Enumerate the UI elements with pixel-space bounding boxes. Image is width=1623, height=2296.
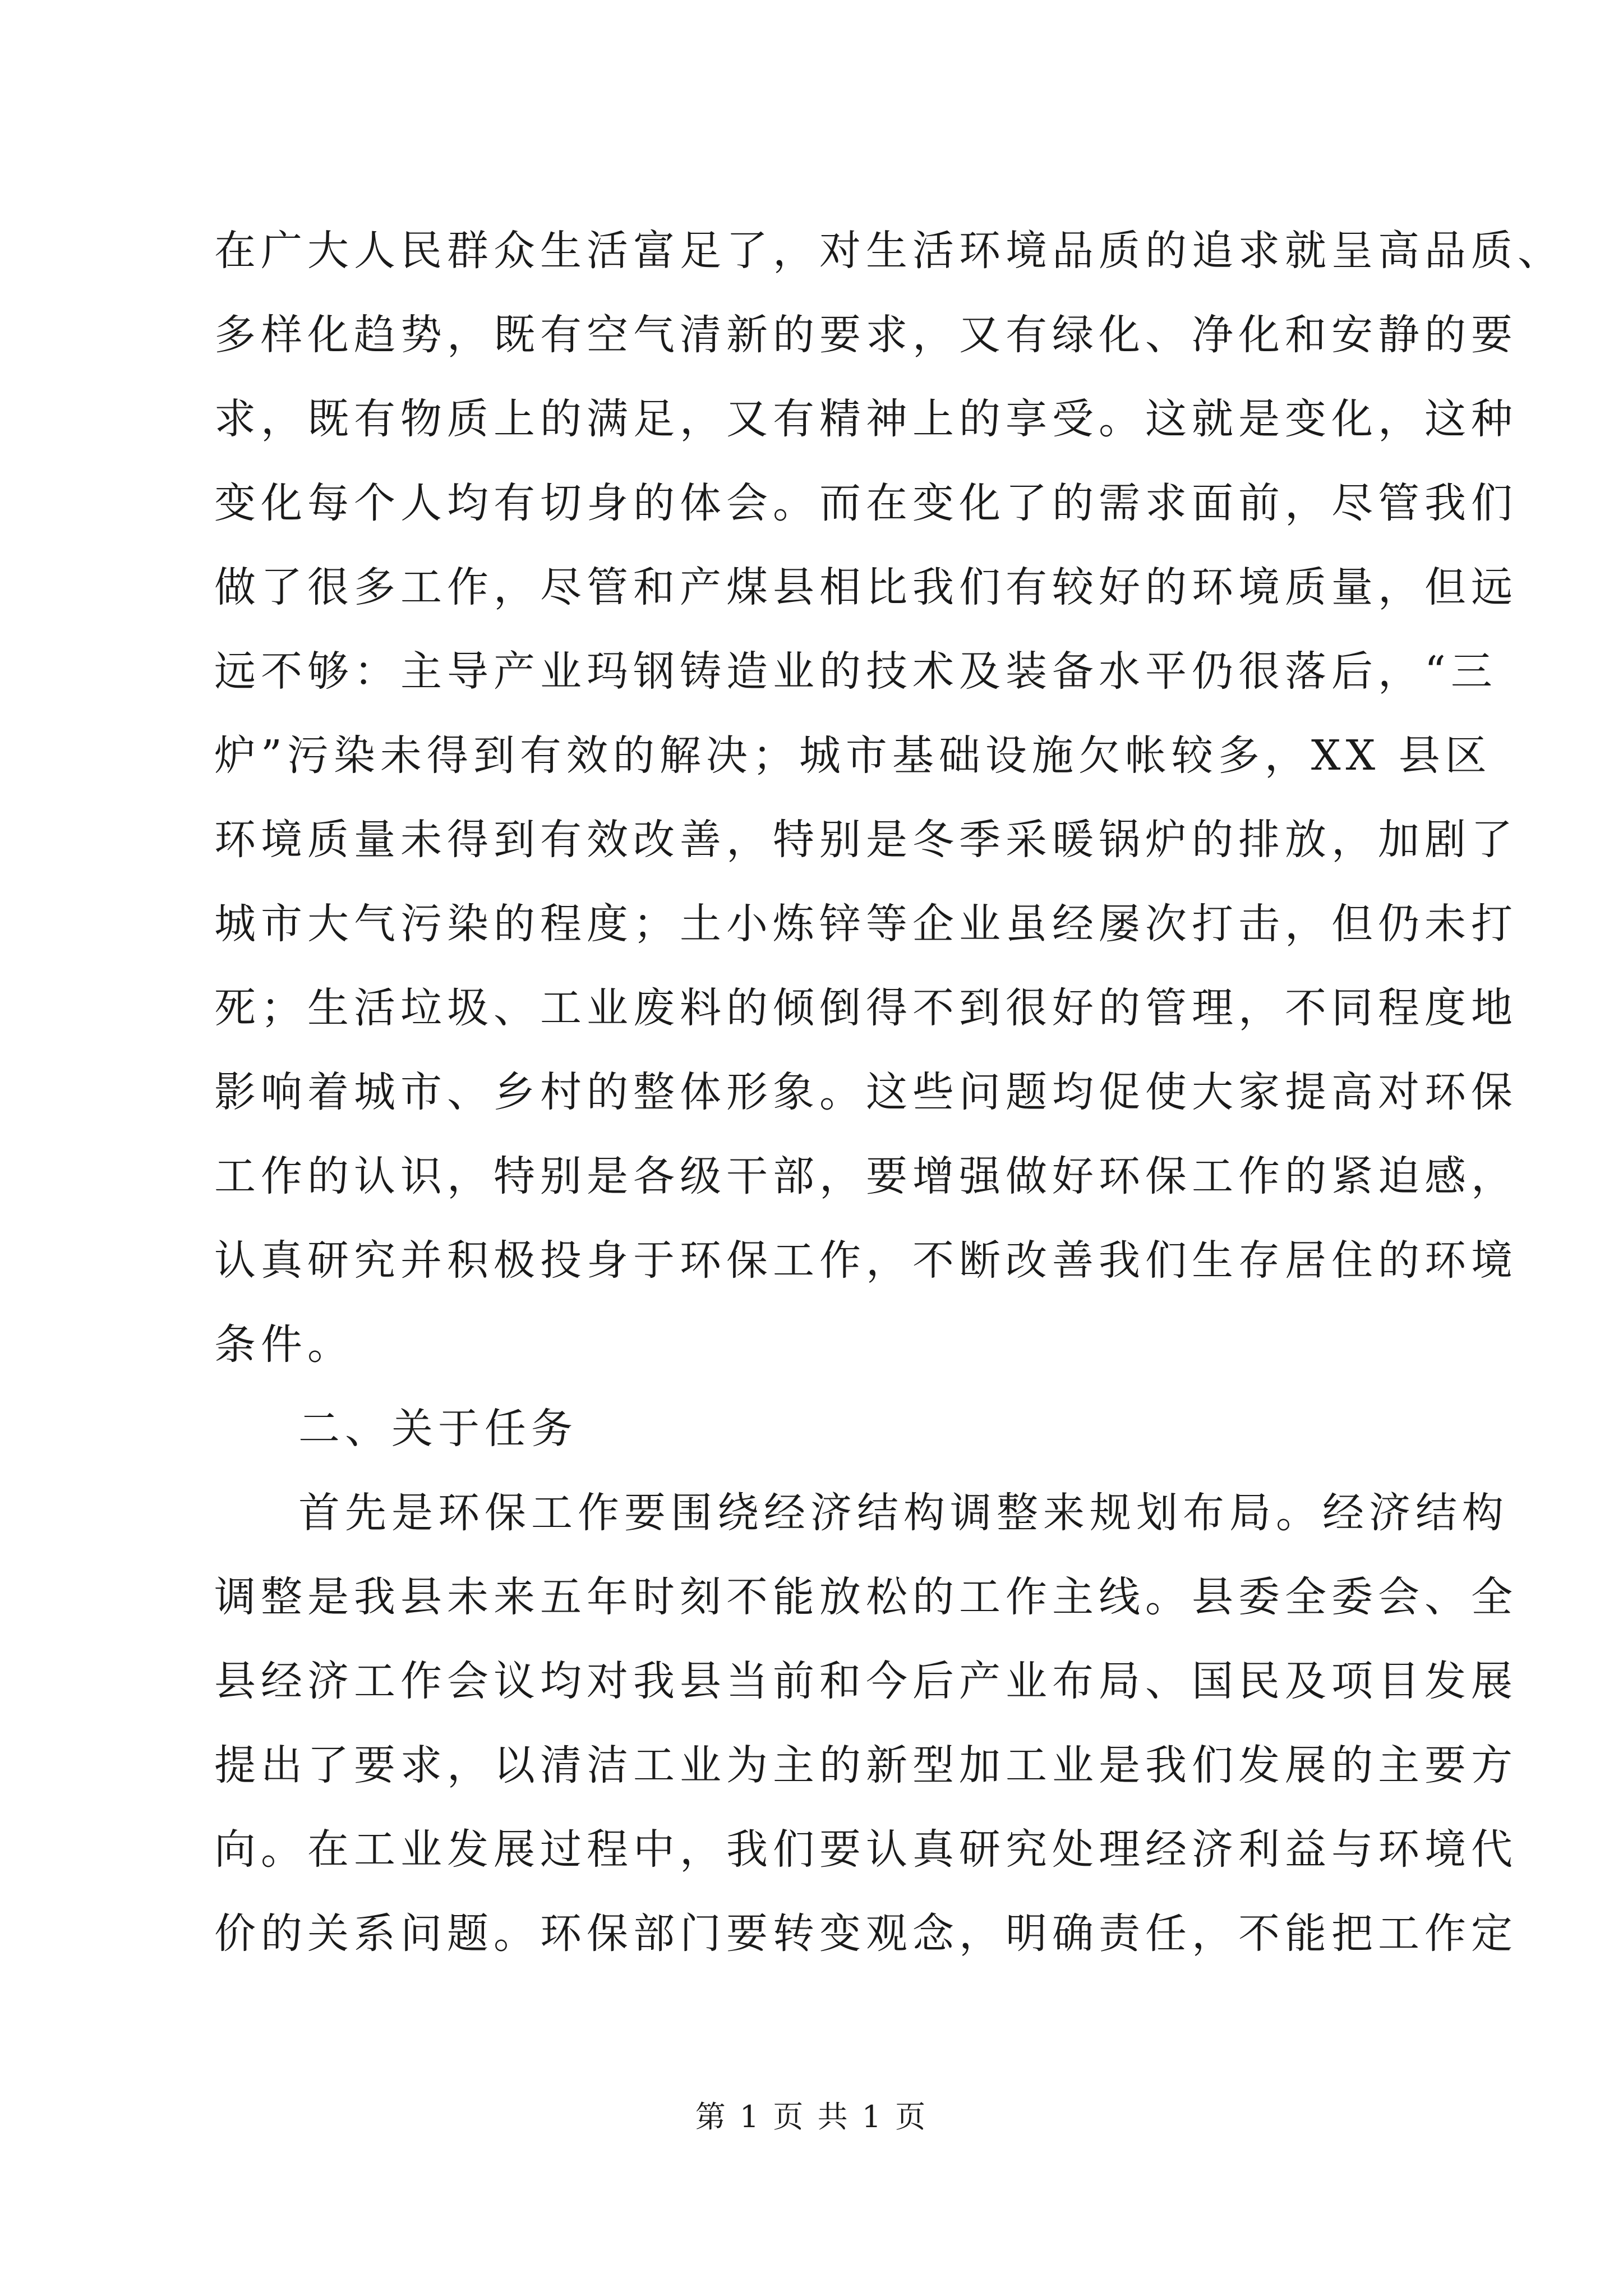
text-line: 工作的认识，特别是各级干部，要增强做好环保工作的紧迫感， (214, 1152, 1518, 1200)
text-line: 在广大人民群众生活富足了，对生活环境品质的追求就呈高品质、 (214, 227, 1564, 275)
text-line: 县经济工作会议均对我县当前和今后产业布局、国民及项目发展 (214, 1657, 1518, 1705)
text-line: 认真研究并积极投身于环保工作，不断改善我们生存居住的环境 (214, 1236, 1518, 1285)
text-line: 死；生活垃圾、工业废料的倾倒得不到很好的管理，不同程度地 (214, 984, 1518, 1032)
text-line: 向。在工业发展过程中，我们要认真研究处理经济利益与环境代 (214, 1825, 1518, 1874)
text-line: 首先是环保工作要围绕经济结构调整来规划布局。经济结构 (298, 1489, 1509, 1537)
text-line: 价的关系问题。环保部门要转变观念，明确责任，不能把工作定 (214, 1910, 1518, 1958)
text-line: 多样化趋势，既有空气清新的要求，又有绿化、净化和安静的要 (214, 311, 1518, 359)
text-line: 做了很多工作，尽管和产煤县相比我们有较好的环境质量，但远 (214, 563, 1518, 611)
text-line: 城市大气污染的程度；土小炼锌等企业虽经屡次打击，但仍未打 (214, 900, 1518, 948)
text-line: 远不够：主导产业玛钢铸造业的技术及装备水平仍很落后，“三 (214, 647, 1497, 696)
text-line: 环境质量未得到有效改善，特别是冬季采暖锅炉的排放，加剧了 (214, 816, 1518, 864)
text-line: 求，既有物质上的满足，又有精神上的享受。这就是变化，这种 (214, 395, 1518, 443)
text-line: 调整是我县未来五年时刻不能放松的工作主线。县委全委会、全 (214, 1573, 1518, 1621)
text-line: 提出了要求，以清洁工业为主的新型加工业是我们发展的主要方 (214, 1741, 1518, 1789)
text-line: 条件。 (214, 1320, 354, 1369)
text-line: 炉”污染未得到有效的解决；城市基础设施欠帐较多，XX 县区 (214, 731, 1492, 780)
text-line: 影响着城市、乡村的整体形象。这些问题均促使大家提高对环保 (214, 1068, 1518, 1116)
body-text (214, 209, 1564, 1976)
section-heading: 二、关于任务 (298, 1405, 578, 1453)
text-line: 变化每个人均有切身的体会。而在变化了的需求面前，尽管我们 (214, 479, 1518, 527)
page-footer: 第 1 页 共 1 页 (695, 2099, 928, 2134)
